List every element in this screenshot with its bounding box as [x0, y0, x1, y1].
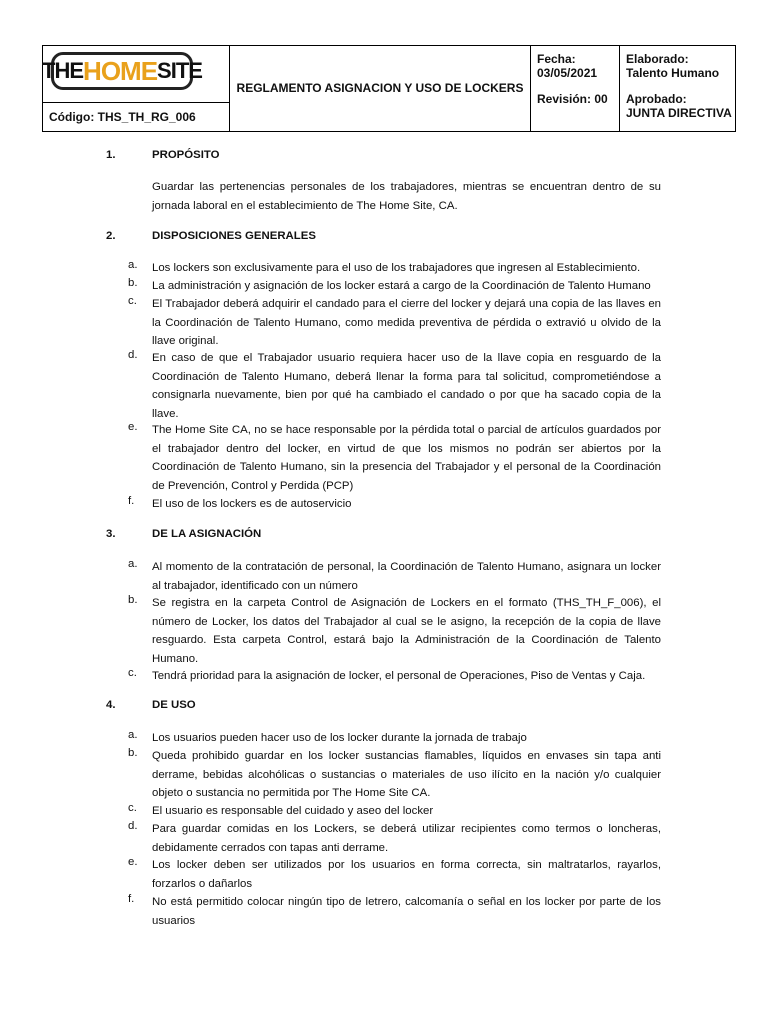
list-item-letter: e. — [128, 421, 138, 433]
fecha-value: 03/05/2021 — [537, 66, 598, 80]
document-title: REGLAMENTO ASIGNACION Y USO DE LOCKERS — [230, 46, 531, 132]
list-item-text: Los lockers son exclusivamente para el uso de los trabajadores que ingresen al Establecimiento. — [152, 262, 641, 274]
list-item-letter: d. — [128, 820, 138, 832]
list-item-letter: c. — [128, 295, 137, 307]
list-item-letter: b. — [128, 594, 138, 606]
list-item-text: The Home Site CA, no se hace responsable por la pérdida total o parcial de artículos guardados por el trabajador dentro del locker, en virtud de que los mismos no podrán ser abiertos por la Coordinación de Talento Humano, sin la presencia del Trabajador y el personal de la Coordinación de Prevención, Control y Perdida (PCP) — [152, 424, 661, 492]
list-item-letter: c. — [128, 667, 137, 679]
list-item-text: Al momento de la contratación de personal, la Coordinación de Talento Humano, asignara un locker al trabajador, identificado con un número — [152, 561, 661, 592]
list-item-text: El usuario es responsable del cuidado y aseo del locker — [152, 805, 434, 817]
elaborado-label: Elaborado: — [626, 52, 689, 66]
list-item-letter: b. — [128, 747, 138, 759]
list-item-letter: a. — [128, 558, 138, 570]
list-item-letter: a. — [128, 729, 138, 741]
list-item-text: Para guardar comidas en los Lockers, se deberá utilizar recipientes como termos o loncheras, debidamente cerrados con tapas anti derrame. — [152, 823, 661, 854]
list-item-text: Tendrá prioridad para la asignación de locker, el personal de Operaciones, Piso de Ventas y Caja. — [152, 670, 646, 682]
section-1-paragraph: Guardar las pertenencias personales de los trabajadores, mientras se encuentran dentro de su jornada laboral en el establecimiento de The Home Site, CA. — [152, 181, 661, 212]
list-item-text: Los usuarios pueden hacer uso de los locker durante la jornada de trabajo — [152, 732, 527, 744]
list-item-letter: f. — [128, 893, 135, 905]
list-item-text: El uso de los lockers es de autoservicio — [152, 498, 352, 510]
logo-cell — [43, 46, 230, 103]
document-header — [42, 45, 736, 132]
list-item-letter: e. — [128, 856, 138, 868]
fecha-label: Fecha: — [537, 52, 576, 66]
aprobado-value: JUNTA DIRECTIVA — [626, 106, 732, 120]
list-item-text: El Trabajador deberá adquirir el candado para el cierre del locker y dejará una copia de las llaves en la Coordinación de Talento Humano, como medida preventiva de pérdida o extravió u olvido de la llave original. — [152, 298, 661, 347]
list-item-text: No está permitido colocar ningún tipo de letrero, calcomanía o señal en los locker por parte de los usuarios — [152, 896, 661, 927]
company-logo: THE HOME SITE — [51, 52, 193, 90]
list-item-text: Queda prohibido guardar en los locker sustancias flamables, líquidos en envases sin tapa anti derrame, bebidas alcohólicas o sustancias o materiales de uso ilícito en la nación y/o cualquier objeto o sustancia no permitida por The Home Site CA. — [152, 750, 661, 799]
list-item-text: La administración y asignación de los locker estará a cargo de la Coordinación de Talento Humano — [152, 280, 651, 292]
approval-cell — [620, 46, 736, 132]
list-item-text: En caso de que el Trabajador usuario requiera hacer uso de la llave copia en resguardo de la Coordinación de Talento Humano, deberá llenar la forma para tal solicitud, comprometiéndose a consignarla nuevamente, bien por qué ha cambiado el candado o por que ha sacado copia de la llave. — [152, 352, 661, 420]
list-item-text: Se registra en la carpeta Control de Asignación de Lockers en el formato (THS_TH_F_006), el número de Locker, los datos del Trabajador al cual se le asigno, la recepción de la copia de llave resguardo. Esta carpeta Control, estará bajo la Administración de la Coordinación de Talento Humano. — [152, 597, 661, 665]
list-item-text: Los locker deben ser utilizados por los usuarios en forma correcta, sin maltratarlos, rayarlos, forzarlos o dañarlos — [152, 859, 661, 890]
list-item-letter: d. — [128, 349, 138, 361]
date-revision-cell — [531, 46, 620, 132]
revision-label: Revisión: 00 — [537, 92, 608, 106]
elaborado-value: Talento Humano — [626, 66, 720, 80]
list-item-letter: a. — [128, 259, 138, 271]
list-item-letter: b. — [128, 277, 138, 289]
list-item-letter: f. — [128, 495, 135, 507]
document-code: Código: THS_TH_RG_006 — [43, 103, 230, 132]
aprobado-label: Aprobado: — [626, 92, 687, 106]
list-item-letter: c. — [128, 802, 137, 814]
